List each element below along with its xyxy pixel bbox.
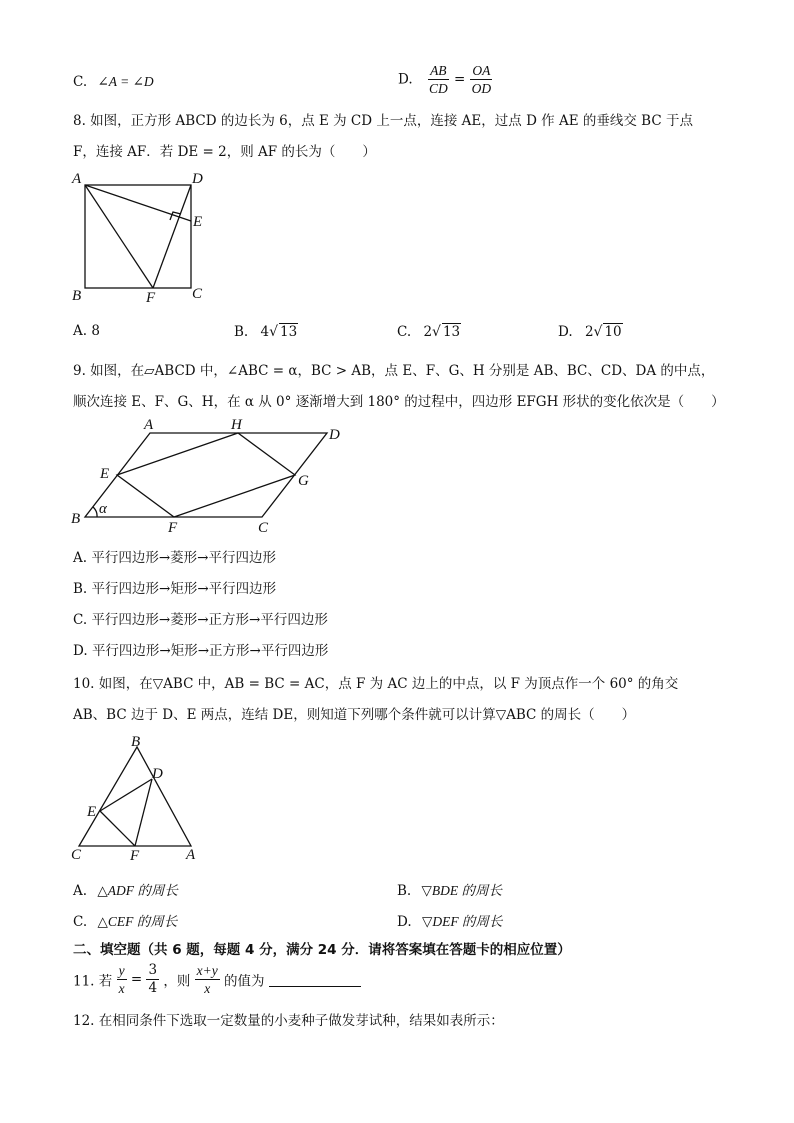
q7-option-d <box>398 62 493 97</box>
segment-ae <box>85 185 191 221</box>
q9-label-h: H <box>231 417 242 433</box>
q9-label-d: D <box>329 427 340 443</box>
q10-label-c: C <box>71 847 82 863</box>
parallelogram-abcd <box>85 433 327 517</box>
q12-stem-line-1: 12. 在相同条件下选取一定数量的小麦种子做发芽试种，结果如表所示： <box>73 1013 504 1029</box>
q7-option-d-equals: = <box>454 71 466 88</box>
q10-option-c: C. △CEF 的周长 <box>73 914 178 930</box>
q8-label-e: E <box>193 214 203 230</box>
q10-option-d: D. ▽DEF 的周长 <box>397 914 503 930</box>
q10-label-d: D <box>152 766 163 782</box>
q11-answer-blank[interactable] <box>269 972 361 987</box>
q10-label-a: A <box>186 847 196 863</box>
q8-figure-square <box>70 166 220 306</box>
q10-stem-line-2: AB、BC 边于 D、E 两点，连结 DE，则知道下列哪个条件就可以计算▽ABC 的周长（ ） <box>73 707 636 723</box>
q8-option-c: C. 2√ 13 <box>397 324 461 340</box>
q8-label-a: A <box>72 171 82 187</box>
q10-option-b: B. ▽BDE 的周长 <box>397 883 503 899</box>
q7-option-c-label: C. <box>73 74 88 90</box>
q9-option-d: D. 平行四边形→矩形→正方形→平行四边形 <box>73 643 329 659</box>
q9-label-alpha: α <box>99 501 107 517</box>
segment-fe <box>100 811 135 846</box>
triangle-abc <box>79 747 191 846</box>
q10-label-e: E <box>87 804 97 820</box>
q9-label-c: C <box>258 520 269 536</box>
q7-option-c <box>73 74 154 90</box>
q10-figure-triangle <box>65 733 215 865</box>
q9-stem-line-1: 9. 如图，在▱ABCD 中，∠ABC = α，BC > AB，点 E、F、G、H 分别是 AB、BC、CD、DA 的中点， <box>73 363 715 379</box>
q11-fraction-3-over-4: $\frac{3}{4}$ <box>148 962 158 996</box>
q8-label-d: D <box>192 171 203 187</box>
q7-option-d-fraction-1: $\frac{AB}{CD}$ <box>428 63 448 96</box>
q8-option-d: D. 2√ 10 <box>558 324 622 340</box>
q10-option-a: A. △ADF 的周长 <box>73 883 178 899</box>
section-2-heading: 二、填空题（共 6 题，每题 4 分，满分 24 分．请将答案填在答题卡的相应位置） <box>73 942 571 958</box>
q9-label-a: A <box>144 417 154 433</box>
q10-label-f: F <box>130 848 140 864</box>
segment-df <box>153 185 191 288</box>
q9-option-a: A. 平行四边形→菱形→平行四边形 <box>73 550 276 566</box>
q7-option-d-label: D. <box>398 71 413 88</box>
q10-label-b: B <box>131 734 141 750</box>
angle-alpha-arc <box>93 507 97 517</box>
segment-ed <box>100 779 152 811</box>
q9-option-c: C. 平行四边形→菱形→正方形→平行四边形 <box>73 612 328 628</box>
q8-stem-line-2: F，连接 AF．若 DE = 2，则 AF 的长为（ ） <box>73 144 376 160</box>
q11-fraction-y-over-x: $\frac{y}{x}$ <box>118 963 125 996</box>
q9-label-e: E <box>100 466 110 482</box>
q11-suffix: 的值为 <box>224 973 265 990</box>
square-abcd <box>85 185 191 288</box>
q11-mid: ，则 <box>163 973 191 990</box>
q9-figure-parallelogram <box>65 410 365 540</box>
q8-stem-line-1: 8. 如图，正方形 ABCD 的边长为 6，点 E 为 CD 上一点，连接 AE，过点 D 作 AE 的垂线交 BC 于点 <box>73 113 693 129</box>
q9-label-g: G <box>298 473 309 489</box>
q9-option-b: B. 平行四边形→矩形→平行四边形 <box>73 581 277 597</box>
q11-fraction-x-plus-y-over-x: $\frac{x+y}{x}$ <box>196 963 218 996</box>
q9-stem-line-2: 顺次连接 E、F、G、H，在 α 从 0° 逐渐增大到 180° 的过程中，四边形 EFGH 形状的变化依次是（ ） <box>73 394 725 410</box>
segment-fd <box>135 779 152 846</box>
q8-label-b: B <box>72 288 82 304</box>
q9-label-b: B <box>71 511 81 527</box>
q11-stem <box>73 962 361 997</box>
segment-af <box>85 185 153 288</box>
q9-label-f: F <box>168 520 178 536</box>
q8-option-a: A. 8 <box>73 323 100 339</box>
q7-option-c-text: ∠A = ∠D <box>97 74 154 89</box>
q8-option-b: B. 4√ 13 <box>234 324 298 340</box>
quadrilateral-efgh <box>117 433 295 517</box>
q10-stem-line-1: 10. 如图，在▽ABC 中，AB = BC = AC，点 F 为 AC 边上的中点，以 F 为顶点作一个 60° 的角交 <box>73 676 679 692</box>
q7-option-d-fraction-2: $\frac{OA}{OD}$ <box>471 63 492 96</box>
q8-label-f: F <box>146 290 156 306</box>
q11-prefix: 11. 若 <box>73 973 113 990</box>
q11-equals: = <box>130 971 143 988</box>
q8-label-c: C <box>192 286 203 302</box>
